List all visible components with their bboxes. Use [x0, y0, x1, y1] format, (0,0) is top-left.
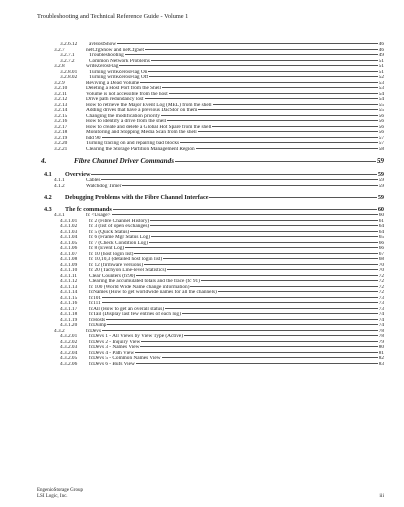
toc-leader-line [102, 302, 378, 303]
toc-entry-page: 81 [378, 350, 384, 356]
toc-entry-page: 59 [378, 178, 384, 183]
toc-entry-number: 4.3 [44, 206, 52, 213]
toc-leader-line [130, 231, 378, 232]
toc-entry-title: fcDevs 4 - Path View [89, 350, 135, 356]
toc-entry-number: 4.3.1.11 [60, 273, 78, 279]
toc-entry-number: 4.3.1.08 [60, 257, 78, 262]
toc-entry-number: 4.3.1.09 [60, 262, 78, 268]
toc-entry-page: 61 [378, 218, 384, 224]
toc-entry-number: 4.3.1.01 [60, 218, 78, 224]
toc-entry-number: 4.3.2.04 [60, 350, 78, 356]
toc-leader-line [140, 82, 377, 83]
toc-entry-number: 4.3.2.02 [60, 339, 78, 345]
toc-entry-number: 3.2.15 [54, 113, 68, 119]
toc-entry-number: 3.2.8 [54, 64, 65, 69]
toc-leader-line [184, 335, 378, 336]
toc-entry[interactable] [37, 184, 384, 190]
toc-leader-line [135, 352, 378, 353]
page-number: iii [379, 493, 384, 499]
toc-leader-line [196, 148, 378, 149]
toc-entry-number: 4.3.2.03 [60, 345, 78, 350]
toc-leader-line [150, 225, 378, 226]
toc-leader-line [213, 104, 378, 105]
toc-entry-number: 4.3.1.20 [60, 323, 78, 328]
toc-entry-number: 3.2.19 [54, 135, 68, 141]
toc-entry-title: Turning writeZerosFlag On [89, 69, 148, 75]
toc-entry-page: 74 [378, 312, 384, 317]
toc-entry-title: Reviving a Dead Volume [86, 80, 140, 86]
toc-entry-page: 72 [378, 290, 384, 295]
toc-entry-number: 4.3.2.05 [60, 356, 78, 361]
toc-leader-line [165, 308, 378, 309]
toc-entry-title: fc 7 (Check Condition Log) [89, 240, 148, 246]
toc-entry-title: fcDevs 2 - Inquiry View [89, 339, 141, 345]
toc-entry-page: 64 [378, 229, 384, 235]
toc-entry-number: 4.3.1.12 [60, 279, 78, 284]
toc-leader-line [180, 142, 378, 143]
toc-entry[interactable] [37, 206, 384, 213]
toc-entry-title: Turning tracing on and repairing bad blocks [86, 141, 180, 146]
toc-leader-line [212, 126, 377, 127]
toc-entry-title: Monitoring and Stopping Media Scan from the shell [86, 130, 197, 135]
toc-entry-title: Clearing the accumulated totals and the trace (fc 91) [89, 279, 200, 284]
toc-entry-title: fc 10,10,3 (detailed host login list) [89, 257, 163, 262]
toc-entry-title: fcDevs 1 - All Views by View Type (Active) [89, 334, 184, 339]
toc-entry-title: Changing the modification priority [86, 113, 160, 119]
toc-entry-number: 4.2 [44, 194, 52, 201]
toc-leader-line [169, 93, 378, 94]
toc-entry-page: 70 [378, 268, 384, 273]
toc-entry-title: fc <Usage> [86, 213, 111, 218]
toc-entry-number: 4.3.1.15 [60, 295, 78, 301]
toc-entry-title: How to retrieve the Major Event Log (MEL) from the shell [86, 102, 212, 108]
toc-entry-title: Turning writeZerosFlag Off [89, 75, 149, 80]
toc-entry-page: 65 [378, 235, 384, 240]
toc-entry-title: avHostShow [89, 42, 117, 47]
toc-entry-title: fc 20 (Tachyon Line-level Statistics) [89, 268, 167, 273]
toc-entry[interactable] [37, 362, 384, 368]
toc-leader-line [198, 131, 378, 132]
toc-entry-title: Drive path redundancy lost [86, 97, 144, 102]
toc-entry-number: 4.3.1 [54, 213, 65, 218]
toc-entry-page: 59 [377, 194, 384, 201]
toc-leader-line [136, 363, 378, 364]
toc-entry-number: 4.3.2.01 [60, 334, 78, 339]
toc-entry-number: 3.2.6.12 [60, 42, 78, 47]
toc-entry[interactable] [37, 194, 384, 201]
toc-entry-number: 4.3.2.06 [60, 361, 78, 367]
toc-entry[interactable] [37, 171, 384, 178]
toc-entry-title: Clear Counters (fc90) [89, 273, 136, 279]
toc-entry-page: 70 [378, 262, 384, 268]
toc-leader-line [209, 197, 376, 198]
toc-leader-line [161, 115, 378, 116]
toc-leader-line [149, 242, 378, 243]
toc-entry-number: 3.2.7 [54, 47, 65, 53]
toc-entry-title: Cables [86, 178, 101, 183]
toc-entry-page: 68 [378, 257, 384, 262]
toc-entry-page: 46 [378, 47, 384, 53]
toc-entry-number: 3.2.14 [54, 108, 68, 113]
toc-entry-page: 56 [378, 119, 384, 124]
toc-leader-line [167, 120, 378, 121]
toc-entry-number: 3.2.20 [54, 141, 68, 146]
toc-entry-page: 72 [378, 284, 384, 290]
toc-entry-title: fcTail (Display last few entries of each log) [89, 312, 181, 317]
toc-entry-page: 55 [378, 102, 384, 108]
toc-entry-title: fc101 [89, 295, 102, 301]
toc-entry-number: 4.3.1.03 [60, 229, 78, 235]
toc-entry-number: 4.3.1.14 [60, 290, 78, 295]
toc-entry-page: 74 [378, 317, 384, 323]
toc-entry-number: 4.3.1.04 [60, 235, 78, 240]
toc-entry-page: 49 [378, 53, 384, 58]
toc-entry-page: 55 [378, 108, 384, 113]
toc-entry-page: 56 [378, 130, 384, 135]
toc-leader-line [140, 346, 377, 347]
toc-entry-page: 56 [378, 124, 384, 130]
toc-entry[interactable] [37, 157, 384, 165]
toc-leader-line [145, 49, 378, 50]
toc-entry-number: 4.3.1.06 [60, 246, 78, 251]
toc-entry-page: 78 [378, 334, 384, 339]
toc-entry-number: 4. [41, 157, 47, 165]
toc-entry-title: fc 3 (list of open exchanges) [89, 224, 150, 229]
toc-entry-page: 53 [378, 80, 384, 86]
toc-entry-page: 73 [378, 306, 384, 312]
toc-entry-title: fcDump [89, 323, 107, 328]
toc-entry-title: Watchdog Timer [86, 183, 122, 189]
toc-leader-line [91, 174, 376, 175]
toc-entry-page: 51 [378, 69, 384, 75]
toc-entry-page: 79 [378, 339, 384, 345]
toc-entry-title: fcDevs 3 - Names View [89, 345, 140, 350]
toc-leader-line [149, 76, 378, 77]
toc-leader-line [102, 137, 378, 138]
toc-entry-page: 60 [377, 206, 384, 213]
toc-entry-page: 74 [378, 323, 384, 328]
toc-leader-line [182, 313, 378, 314]
toc-leader-line [117, 43, 378, 44]
toc-leader-line [162, 87, 378, 88]
toc-entry-number: 3.2.11 [54, 91, 68, 97]
toc-entry-title: netCfgShow and netCfgSet [86, 47, 144, 53]
toc-entry-page: 64 [378, 224, 384, 229]
toc-entry-title: fcNames (How to get worldwide names for all the channels) [89, 290, 217, 295]
toc-entry-page: 66 [378, 240, 384, 246]
toc-leader-line [150, 220, 377, 221]
footer-subsidiary: LSI Logic, Inc. [37, 494, 68, 499]
toc-entry-page: 78 [378, 328, 384, 334]
toc-entry-page: 57 [378, 141, 384, 146]
toc-entry-number: 4.3.1.19 [60, 317, 78, 323]
toc-leader-line [122, 185, 377, 186]
toc-entry-number: 3.2.7.1 [60, 53, 75, 58]
toc-leader-line [151, 60, 378, 61]
toc-leader-line [112, 214, 378, 215]
toc-entry-title: hdd 90 [86, 135, 101, 141]
toc-entry-title: How to create and delete a Global Hot Spare from the shell [86, 124, 212, 130]
toc-leader-line [144, 264, 378, 265]
toc-entry-number: 4.1 [44, 171, 52, 178]
toc-entry-page: 80 [378, 345, 384, 350]
toc-entry-title: fc 12 (firmware versions) [89, 262, 143, 268]
footer-company: EngenioStorage Group [37, 488, 83, 493]
toc-entry-title: fcAll (How to get an overall status) [89, 306, 165, 312]
toc-entry-title: fc 5 (Quick Status) [89, 229, 130, 235]
toc-leader-line [102, 297, 378, 298]
table-of-contents [37, 42, 384, 367]
toc-entry-title: Debugging Problems with the Fibre Channel Interface [65, 194, 209, 201]
toc-entry-number: 4.3.1.02 [60, 224, 78, 229]
toc-entry-number: 4.3.1.16 [60, 301, 78, 306]
toc-entry-page: 52 [378, 75, 384, 80]
toc-leader-line [106, 319, 378, 320]
toc-entry-number: 4.3.2 [54, 328, 65, 334]
toc-entry-page: 56 [378, 113, 384, 119]
toc-leader-line [201, 280, 378, 281]
toc-entry-title: fcDevs 6 - Bufs View [89, 361, 135, 367]
toc-entry-number: 4.1.1 [54, 178, 65, 183]
toc-leader-line [163, 258, 378, 259]
toc-entry-number: 3.2.10 [54, 86, 68, 91]
toc-entry-number: 4.1.2 [54, 183, 65, 189]
toc-entry-page: 51 [378, 64, 384, 69]
toc-entry-title: Fibre Channel Driver Commands [74, 157, 175, 165]
toc-entry-number: 3.2.16 [54, 119, 68, 124]
toc-entry-title: Common Network Problems [89, 58, 150, 64]
toc-entry-page: 73 [378, 295, 384, 301]
toc-entry-page: 67 [378, 251, 384, 257]
toc-entry-number: 3.2.8.01 [60, 69, 78, 75]
toc-entry-page: 58 [378, 146, 384, 152]
toc-leader-line [198, 109, 377, 110]
toc-entry-title: writeZerosFlag [86, 64, 119, 69]
toc-leader-line [102, 330, 378, 331]
toc-entry-page: 83 [378, 361, 384, 367]
toc-leader-line [218, 291, 378, 292]
toc-entry-title: fcHosts [89, 317, 106, 323]
toc-entry-title: Volume is not accessible from the host [86, 91, 168, 97]
toc-entry-title: fc 2 (Fibre Channel History) [89, 218, 150, 224]
toc-entry-number: 4.3.1.17 [60, 306, 78, 312]
toc-entry-page: 53 [378, 86, 384, 91]
toc-entry-number: 3.2.7.2 [60, 58, 75, 64]
toc-leader-line [141, 341, 377, 342]
toc-entry-title: Clearing the Storage Partition Management Region [86, 146, 195, 152]
toc-entry-title: Overview [65, 171, 91, 178]
toc-entry-page: 82 [378, 356, 384, 361]
toc-entry-number: 3.2.8.02 [60, 75, 78, 80]
toc-entry-title: How to identify a drive from the shell [86, 119, 167, 124]
toc-entry-title: Deleting a Host Port from the Shell [86, 86, 162, 91]
toc-leader-line [167, 269, 377, 270]
toc-entry-title: fc 8 (Event Log) [89, 246, 125, 251]
toc-leader-line [134, 253, 377, 254]
toc-leader-line [107, 324, 377, 325]
toc-entry-title: fc 10 (host login list) [89, 251, 134, 257]
toc-leader-line [175, 161, 376, 162]
toc-entry-title: fc 6 (Frame Mgr Status Log) [89, 235, 151, 240]
toc-leader-line [119, 65, 377, 66]
toc-entry-page: 59 [376, 157, 384, 165]
toc-entry-page: 59 [377, 171, 384, 178]
toc-entry-number: 3.2.21 [54, 146, 68, 152]
toc-entry-title: The fc commands [65, 206, 112, 213]
toc-entry-page: 59 [378, 183, 384, 189]
toc-entry-number: 3.2.9 [54, 80, 65, 86]
toc-entry-number: 4.3.1.10 [60, 268, 78, 273]
toc-leader-line [148, 71, 377, 72]
toc-entry-page: 60 [378, 213, 384, 218]
toc-entry-number: 4.3.1.05 [60, 240, 78, 246]
toc-entry-number: 4.3.1.13 [60, 284, 78, 290]
toc-entry-number: 3.2.13 [54, 102, 68, 108]
toc-leader-line [113, 209, 377, 210]
toc-entry-page: 66 [378, 246, 384, 251]
toc-entry-page: 54 [378, 97, 384, 102]
toc-entry-number: 4.3.1.07 [60, 251, 78, 257]
toc-entry-number: 3.2.18 [54, 130, 68, 135]
toc-leader-line [145, 98, 378, 99]
page-footer [37, 488, 83, 500]
toc-entry-page: 57 [378, 135, 384, 141]
toc-leader-line [136, 275, 378, 276]
toc-entry-title: fcDevs 5 - Common Names View [89, 356, 161, 361]
toc-entry-page: 72 [378, 273, 384, 279]
toc-entry-title: fc 100 (World Wide Name change information) [89, 284, 190, 290]
toc-entry-title: fcDevs [86, 328, 102, 334]
toc-entry-page: 51 [378, 58, 384, 64]
toc-entry[interactable] [37, 147, 384, 153]
toc-entry-number: 4.3.1.18 [60, 312, 78, 317]
toc-leader-line [162, 357, 378, 358]
toc-entry-number: 3.2.12 [54, 97, 68, 102]
toc-leader-line [151, 236, 378, 237]
toc-entry-title: fc111 [89, 301, 101, 306]
toc-entry-page: 73 [378, 301, 384, 306]
toc-entry-title: Adding drives that have a previous DacStor on them [86, 108, 198, 113]
toc-entry-page: 54 [378, 91, 384, 97]
toc-entry-page: 46 [378, 42, 384, 47]
toc-leader-line [190, 286, 377, 287]
toc-entry-number: 3.2.17 [54, 124, 68, 130]
toc-entry-page: 72 [378, 279, 384, 284]
toc-leader-line [125, 54, 378, 55]
toc-leader-line [101, 179, 377, 180]
page-header: Troubleshooting and Technical Reference Guide - Volume 1 [37, 13, 189, 20]
toc-entry-title: Troubleshooting [89, 53, 124, 58]
toc-leader-line [125, 247, 378, 248]
